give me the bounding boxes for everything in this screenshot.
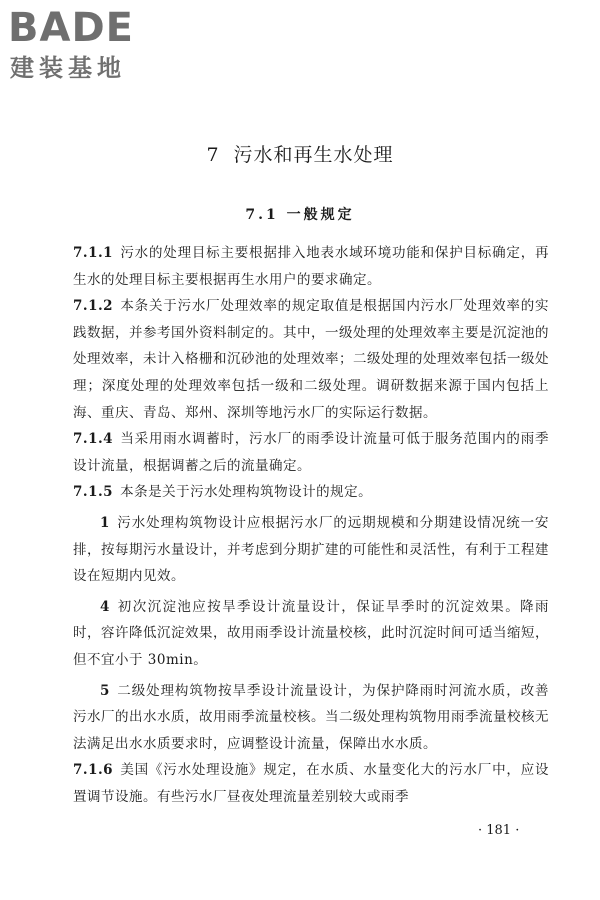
clause-text: 污水的处理目标主要根据排入地表水域环境功能和保护目标确定，再生水的处理目标主要根据再生水用户的要求确定。 — [73, 245, 549, 288]
clause-number: 7.1.4 — [73, 431, 114, 448]
clause-7-1-5 — [73, 479, 549, 506]
item-5 — [73, 678, 549, 758]
item-4 — [73, 594, 549, 674]
body-text — [73, 240, 549, 810]
clause-text: 美国《污水处理设施》规定，在水质、水量变化大的污水厂中，应设置调节设施。有些污水厂昼夜处理流量差别较大或雨季 — [73, 762, 549, 805]
item-text: 初次沉淀池应按旱季设计流量设计，保证旱季时的沉淀效果。降雨时，容许降低沉淀效果，故用雨季设计流量校核，此时沉淀时间可适当缩短，但不宜小于 30min。 — [73, 598, 549, 668]
clause-7-1-6 — [73, 757, 549, 810]
logo — [8, 6, 178, 86]
chapter-number: 7 — [206, 144, 220, 166]
item-number: 5 — [100, 682, 110, 699]
clause-7-1-4 — [73, 426, 549, 479]
item-number: 1 — [100, 514, 110, 531]
page-number: · 181 · — [478, 823, 520, 838]
clause-text: 本条关于污水厂处理效率的规定取值是根据国内污水厂处理效率的实践数据，并参考国外资料制定的。其中，一级处理的处理效率主要是沉淀池的处理效率，未计入格栅和沉砂池的处理效率；二级处理的处理效率包括一级处理；深度处理的处理效率包括一级和二级处理。调研数据来源于国内包括上海、重庆、青岛、郑州、深圳等地污水厂的实际运行数据。 — [73, 298, 549, 421]
item-number: 4 — [100, 598, 110, 615]
clause-text: 本条是关于污水处理构筑物设计的规定。 — [120, 484, 373, 501]
item-text: 二级处理构筑物按旱季设计流量设计，为保护降雨时河流水质，改善污水厂的出水水质，故用雨季流量校核。当二级处理构筑物用雨季流量校核无法满足出水水质要求时，应调整设计流量，保障出水水质。 — [73, 682, 549, 752]
clause-7-1-1 — [73, 240, 549, 293]
item-text: 污水处理构筑物设计应根据污水厂的远期规模和分期建设情况统一安排，按每期污水量设计，并考虑到分期扩建的可能性和灵活性，有利于工程建设在短期内见效。 — [73, 514, 549, 585]
section-heading: 7.1 一般规定 — [245, 207, 355, 223]
clause-number: 7.1.1 — [73, 245, 114, 261]
clause-number: 7.1.5 — [73, 484, 114, 501]
clause-7-1-2 — [73, 293, 549, 426]
item-1 — [73, 510, 549, 590]
chapter-title: 污水和再生水处理 — [233, 144, 394, 166]
chapter-heading — [0, 141, 600, 169]
clause-text: 当采用雨水调蓄时，污水厂的雨季设计流量可低于服务范围内的雨季设计流量，根据调蓄之后的流量确定。 — [73, 431, 549, 474]
logo-wordmark: BADE — [8, 5, 134, 51]
logo-subtitle: 建装基地 — [10, 54, 126, 82]
clause-number: 7.1.6 — [73, 762, 114, 779]
clause-number: 7.1.2 — [73, 298, 114, 315]
